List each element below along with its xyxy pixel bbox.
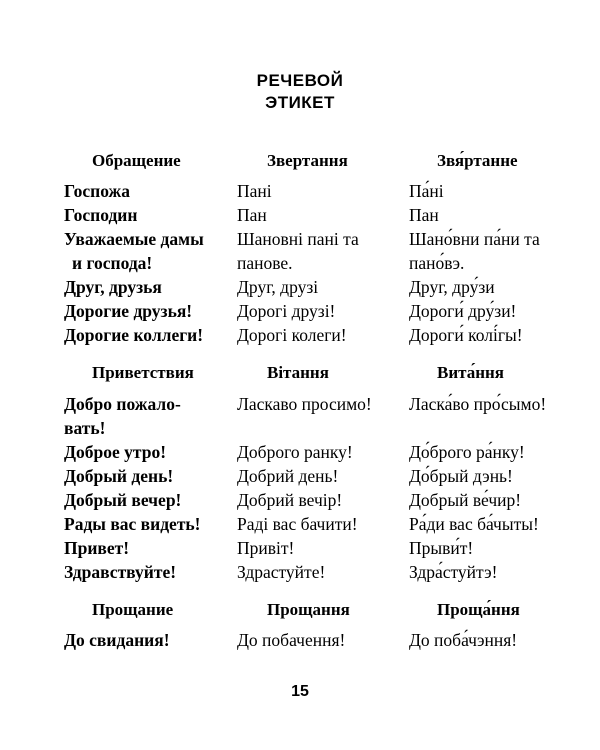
row-russian: Друг, друзья <box>64 277 162 297</box>
section-header-russian: Обращение <box>92 151 181 170</box>
row-russian: и господа! <box>72 253 153 273</box>
row-russian: Дорогие коллеги! <box>64 325 204 345</box>
row-ukrainian: Добрий день! <box>237 466 339 486</box>
row-transliteration: Дороги́ дру́зи! <box>409 301 517 321</box>
row-russian: Рады вас видеть! <box>64 514 201 534</box>
row-ukrainian: Дорогі друзі! <box>237 301 336 321</box>
row-ukrainian: Пані <box>237 181 272 201</box>
row-russian: Добрый вечер! <box>64 490 182 510</box>
row-russian: Уважаемые дамы <box>64 229 204 249</box>
row-transliteration: Прыви́т! <box>409 538 474 558</box>
title-line-2: ЭТИКЕТ <box>265 93 335 112</box>
row-transliteration: Здра́стуйтэ! <box>409 562 498 582</box>
section-header-ukrainian: Вітання <box>267 363 329 382</box>
row-transliteration: До́брого ра́нку! <box>409 442 525 462</box>
section-header-transliteration: Вита́ння <box>437 363 504 382</box>
page-title <box>0 70 600 114</box>
row-russian: Добрый день! <box>64 466 174 486</box>
row-russian: вать! <box>64 418 106 438</box>
row-transliteration: Друг, дру́зи <box>409 277 495 297</box>
section-header-transliteration: Проща́ння <box>437 600 520 619</box>
row-transliteration: Ласка́во про́сымо! <box>409 394 547 414</box>
row-russian: До свидания! <box>64 630 170 650</box>
row-russian: Дорогие друзья! <box>64 301 193 321</box>
row-ukrainian: Привіт! <box>237 538 295 558</box>
row-ukrainian: Дорогі колеги! <box>237 325 347 345</box>
row-ukrainian: панове. <box>237 253 293 273</box>
row-ukrainian: До побачення! <box>237 630 346 650</box>
row-russian: Госпожа <box>64 181 130 201</box>
section-header-ukrainian: Звертання <box>267 151 348 170</box>
row-russian: Добро пожало- <box>64 394 181 414</box>
row-transliteration: Дороги́ колі́гы! <box>409 325 523 345</box>
section-header-russian: Прощание <box>92 600 174 619</box>
page-number: 15 <box>291 683 309 700</box>
row-ukrainian: Шановні пані та <box>237 229 359 249</box>
row-transliteration: Ра́ди вас ба́чыты! <box>409 514 539 534</box>
row-ukrainian: Доброго ранку! <box>237 442 353 462</box>
row-transliteration: Добрый ве́чир! <box>409 490 522 510</box>
row-transliteration: Па́ні <box>409 181 444 201</box>
row-russian: Привет! <box>64 538 130 558</box>
row-transliteration: пано́вэ. <box>409 253 465 273</box>
row-russian: Доброе утро! <box>64 442 167 462</box>
row-ukrainian: Раді вас бачити! <box>237 514 358 534</box>
row-transliteration: Шано́вни па́ни та <box>409 229 540 249</box>
row-ukrainian: Пан <box>237 205 267 225</box>
row-transliteration: До поба́чэння! <box>409 630 518 650</box>
row-russian: Здравствуйте! <box>64 562 177 582</box>
row-ukrainian: Здрастуйте! <box>237 562 326 582</box>
section-header-russian: Приветствия <box>92 363 194 382</box>
row-transliteration: До́брый дэнь! <box>409 466 513 486</box>
row-ukrainian: Ласкаво просимо! <box>237 394 372 414</box>
row-transliteration: Пан <box>409 205 439 225</box>
section-header-ukrainian: Прощання <box>267 600 350 619</box>
row-russian: Господин <box>64 205 138 225</box>
row-ukrainian: Добрий вечір! <box>237 490 343 510</box>
row-ukrainian: Друг, друзі <box>237 277 319 297</box>
title-line-1: РЕЧЕВОЙ <box>256 71 344 90</box>
section-header-transliteration: Звя́ртанне <box>437 151 518 170</box>
